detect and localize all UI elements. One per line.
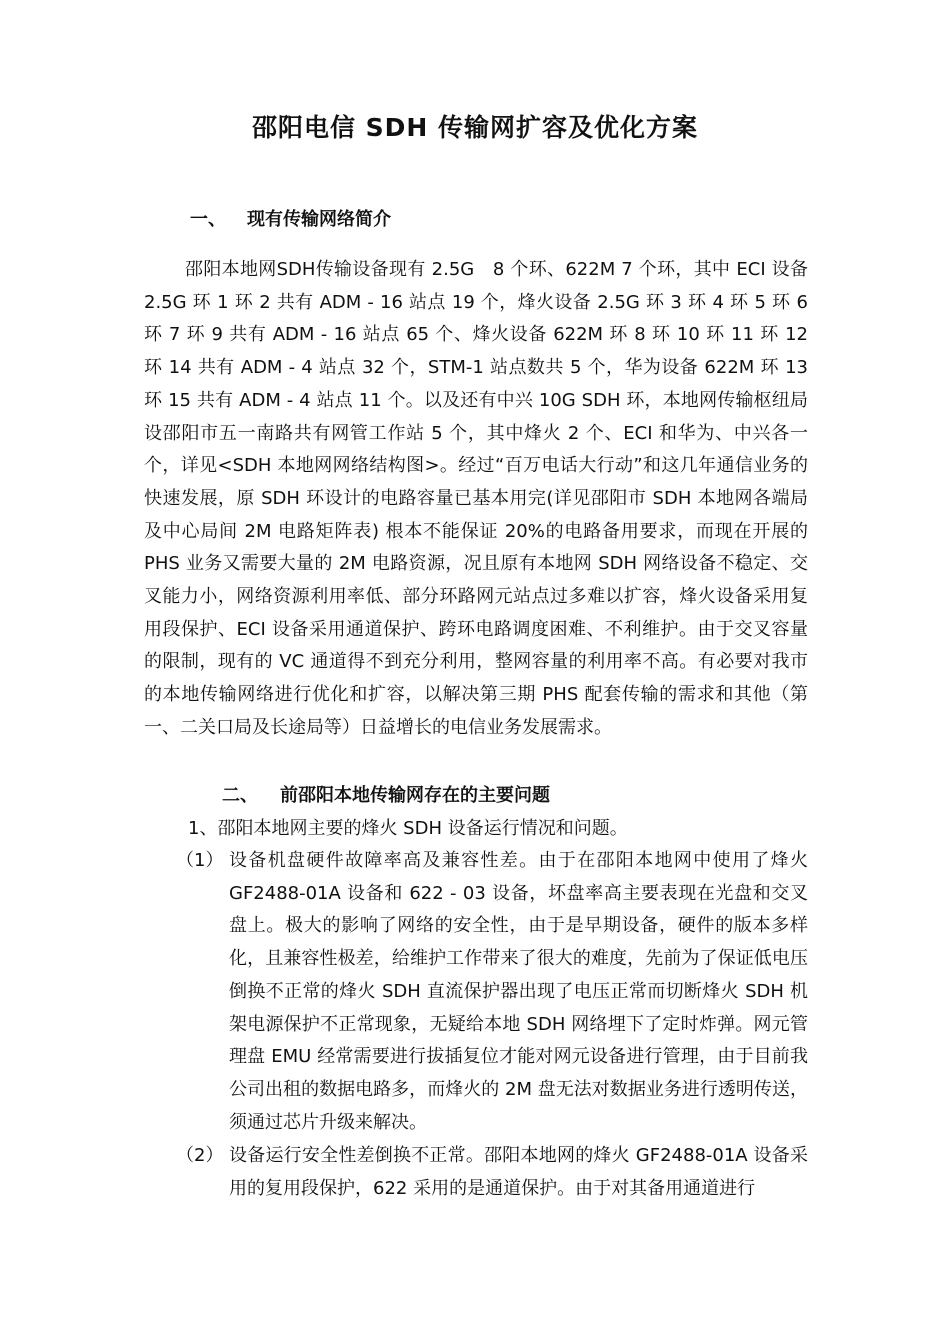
section-1-paragraph: 邵阳本地网SDH传输设备现有 2.5G 8 个环、622M 7 个环，其中 ECI 设备 2.5G 环 1 环 2 共有 ADM - 16 站点 19 个，烽火设备 2.5G 环 3 环 4 环 5 环 6 环 7 环 9 共有 ADM - 16 站点 65 个、烽火设备 622M 环 8 环 10 环 11 环 12 环 14 共有 ADM - 4 站点 32 个，STM-1 站点数共 5 个，华为设备 622M 环 13 环 15 共有 ADM - 4 站点 11 个。以及还有中兴 10G SDH 环，本地网传输枢纽局设邵阳市五一南路共有网管工作站 5 个，其中烽火 2 个、ECI 和华为、中兴各一个，详见<SDH 本地网网络结构图>。经过“百万电话大行动”和这几年通信业务的快速发展，原 SDH 环设计的电路容量已基本用完(详见邵阳市 SDH 本地网各端局及中心局间 2M 电路矩阵表) 根本不能保证 20%的电路备用要求，而现在开展的 PHS 业务又需要大量的 2M 电路资源，况且原有本地网 SDH 网络设备不稳定、交叉能力小，网络资源利用率低、部分环路网元站点过多难以扩容，烽火设备采用复用段保护、ECI 设备采用通道保护、跨环电路调度困难、不利维护。由于交叉容量的限制，现有的 VC 通道得不到充分利用，整网容量的利用率不高。有必要对我市的本地传输网络进行优化和扩容，以解决第三期 PHS 配套传输的需求和其他（第一、二关口局及长途局等）日益增长的电信业务发展需求。 xyxy=(144,259,808,738)
list-item-text: 设备机盘硬件故障率高及兼容性差。由于在邵阳本地网中使用了烽火 GF2488-01A 设备和 622 - 03 设备，坏盘率高主要表现在光盘和交叉盘上。极大的影响了网络的安全性，由于是早期设备，硬件的版本多样化，且兼容性极差，给维护工作带来了很大的难度，先前为了保证低电压倒换不正常的烽火 SDH 直流保护器出现了电压正常而切断烽火 SDH 机架电源保护不正常现象，无疑给本地 SDH 网络埋下了定时炸弹。网元管理盘 EMU 经常需要进行拔插复位才能对网元设备进行管理，由于目前我公司出租的数据电路多，而烽火的 2M 盘无法对数据业务进行透明传送，须通过芯片升级来解决。 xyxy=(229,850,808,1133)
list-item-text: 设备运行安全性差倒换不正常。邵阳本地网的烽火 GF2488-01A 设备采用的复用段保护，622 采用的是通道保护。由于对其备用通道进行 xyxy=(229,1145,808,1199)
section-2-heading xyxy=(222,781,550,811)
section-1-heading xyxy=(190,205,391,235)
section-1-title: 现有传输网络简介 xyxy=(247,209,391,230)
document-title: 邵阳电信 SDH 传输网扩容及优化方案 xyxy=(251,113,699,142)
section-2-number: 二、 xyxy=(222,785,258,806)
list-item-marker: （2） xyxy=(176,1145,224,1166)
section-1-number: 一、 xyxy=(190,209,226,230)
section-2-title: 前邵阳本地传输网存在的主要问题 xyxy=(280,785,550,806)
list-item-marker: （1） xyxy=(176,850,224,871)
section-2-subheading: 1、邵阳本地网主要的烽火 SDH 设备运行情况和问题。 xyxy=(188,818,628,839)
